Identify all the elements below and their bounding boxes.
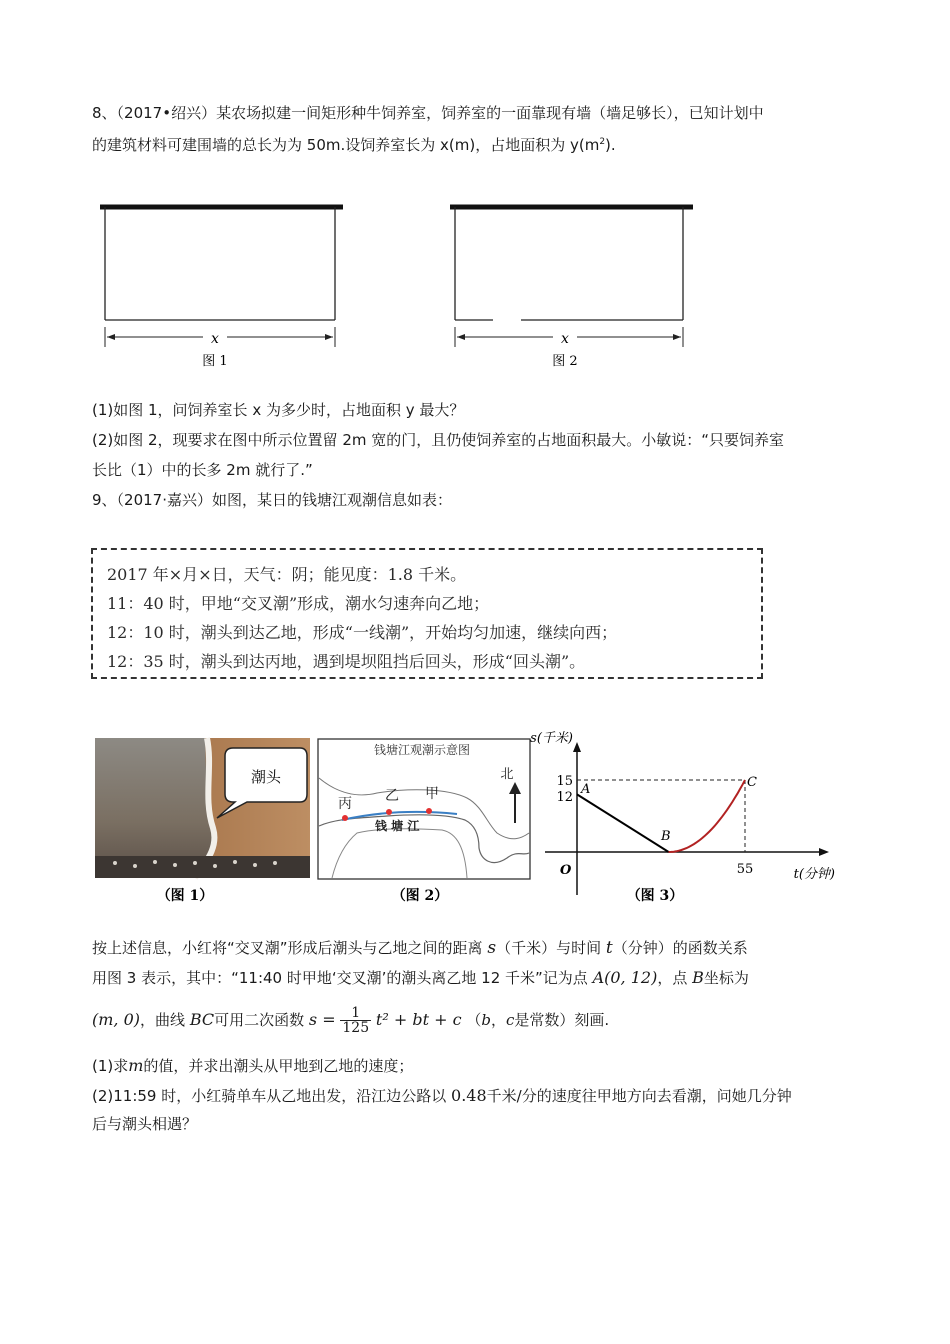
text3-comma: ， bbox=[490, 1011, 506, 1029]
var-BC: BC bbox=[189, 1010, 215, 1029]
x-tick-55: 55 bbox=[736, 862, 754, 877]
point-C-label: C bbox=[747, 775, 757, 790]
text2-a: 用图 3 表示，其中：“11:40 时甲地‘交叉潮’的潮头离乙地 12 千米”记为点 bbox=[92, 969, 588, 987]
q9-sub2-line1 bbox=[92, 1086, 792, 1106]
map-bing: 丙 bbox=[338, 796, 352, 812]
text3-d: 是常数）刻画. bbox=[514, 1011, 610, 1029]
q9-text-line2 bbox=[92, 968, 749, 988]
fraction-numerator: 1 bbox=[340, 1006, 371, 1021]
map-jia: 甲 bbox=[425, 786, 439, 802]
q8-line2 bbox=[92, 132, 616, 155]
info-row-4: 12：35 时，潮头到达丙地，遇到堤坝阻挡后回头，形成“回头潮”。 bbox=[107, 652, 586, 671]
var-c: c bbox=[505, 1011, 515, 1029]
q8-sup: 2 bbox=[599, 137, 606, 147]
photo-caption: （图 1） bbox=[156, 888, 214, 904]
fig1-caption: 图 1 bbox=[202, 354, 228, 369]
sub2-a: (2)11:59 时，小红骑单车从乙地出发，沿江边公路以 bbox=[92, 1087, 447, 1105]
point-B-label: B bbox=[661, 829, 671, 844]
text1-b: （千米）与时间 bbox=[496, 939, 602, 957]
sub1-b: 的值，并求出潮头从甲地到乙地的速度； bbox=[143, 1057, 414, 1075]
map-river: 钱 塘 江 bbox=[375, 819, 420, 833]
info-row-3: 12：10 时，潮头到达乙地，形成“一线潮”，开始均匀加速，继续向西； bbox=[107, 623, 618, 642]
var-s: s bbox=[487, 938, 497, 958]
tide-graph bbox=[530, 730, 840, 908]
var-t: t bbox=[605, 938, 613, 958]
tide-map bbox=[317, 738, 532, 908]
point-A-coord: A(0, 12) bbox=[592, 968, 658, 987]
graph-caption: （图 3） bbox=[626, 888, 684, 904]
y-tick-12: 12 bbox=[556, 790, 573, 805]
var-B: B bbox=[692, 968, 704, 987]
x-axis-label: t(分钟) bbox=[793, 867, 835, 882]
sub1-a: (1)求 bbox=[92, 1057, 129, 1075]
speed-value: 0.48 bbox=[451, 1086, 487, 1105]
formula-fraction bbox=[340, 1006, 371, 1035]
q9-sub1 bbox=[92, 1056, 413, 1076]
curve-BC bbox=[669, 780, 745, 852]
info-row-1: 2017 年×月×日，天气：阴；能见度：1.8 千米。 bbox=[107, 565, 467, 584]
y-axis-label: s(千米) bbox=[530, 731, 573, 746]
q9-text-line3 bbox=[92, 1004, 609, 1036]
text1-c: （分钟）的函数关系 bbox=[612, 939, 748, 957]
fraction-denominator: 125 bbox=[342, 1020, 370, 1036]
q9-intro: 9、（2017·嘉兴）如图，某日的钱塘江观潮信息如表： bbox=[92, 491, 452, 509]
point-A-label: A bbox=[581, 782, 591, 797]
origin-label: O bbox=[560, 863, 572, 878]
q8-line1: 8、（2017•绍兴）某农场拟建一间矩形种牛饲养室，饲养室的一面靠现有墙（墙足够长），已知计划中 bbox=[92, 104, 764, 122]
text1-a: 按上述信息，小红将“交叉潮”形成后潮头与乙地之间的距离 bbox=[92, 939, 483, 957]
tide-photo bbox=[95, 738, 310, 908]
point-B-coord: (m, 0) bbox=[92, 1010, 141, 1029]
sub2-b: 千米/分的速度往甲地方向去看潮，问她几分钟 bbox=[486, 1087, 792, 1105]
var-m: m bbox=[128, 1056, 144, 1075]
map-title: 钱塘江观潮示意图 bbox=[373, 743, 471, 757]
q8-line2-end: ). bbox=[605, 136, 616, 154]
q9-sub2-line2: 后与潮头相遇？ bbox=[92, 1115, 198, 1133]
fig2-caption: 图 2 bbox=[552, 354, 578, 369]
text3-a: ，曲线 bbox=[140, 1011, 186, 1029]
photo-bubble-text: 潮头 bbox=[250, 768, 282, 786]
formula-s: s = bbox=[308, 1010, 336, 1029]
text2-b: ，点 bbox=[657, 969, 688, 987]
text3-c: （ bbox=[466, 1011, 482, 1029]
map-north-label: 北 bbox=[500, 767, 514, 782]
q8-part1: (1)如图 1，问饲养室长 x 为多少时，占地面积 y 最大？ bbox=[92, 401, 465, 419]
q9-text-line1 bbox=[92, 938, 748, 958]
q8-figure-2 bbox=[445, 195, 705, 375]
map-caption: （图 2） bbox=[391, 888, 449, 904]
q8-part2-line2: 长比（1）中的长多 2m 就行了.” bbox=[92, 461, 313, 479]
fig1-x-label: x bbox=[211, 331, 219, 347]
segment-AB bbox=[577, 794, 669, 852]
info-row-2: 11：40 时，甲地“交叉潮”形成，潮水匀速奔向乙地； bbox=[107, 594, 490, 613]
q8-part2-line1: (2)如图 2，现要求在图中所示位置留 2m 宽的门，且仍使饲养室的占地面积最大。小敏说：“只要饲养室 bbox=[92, 431, 785, 449]
formula-rest: t² + bt + c bbox=[375, 1010, 462, 1029]
q8-figure-1 bbox=[95, 195, 355, 375]
q9-info-box bbox=[91, 548, 763, 679]
fig2-x-label: x bbox=[561, 331, 569, 347]
text2-c: 坐标为 bbox=[703, 969, 749, 987]
map-yi: 乙 bbox=[385, 788, 399, 804]
y-tick-15: 15 bbox=[556, 774, 573, 789]
q8-line2-text: 的建筑材料可建围墙的总长为为 50m.设饲养室长为 x(m)，占地面积为 y(m bbox=[92, 136, 600, 154]
text3-b: 可用二次函数 bbox=[214, 1011, 305, 1029]
var-b: b bbox=[481, 1011, 491, 1029]
